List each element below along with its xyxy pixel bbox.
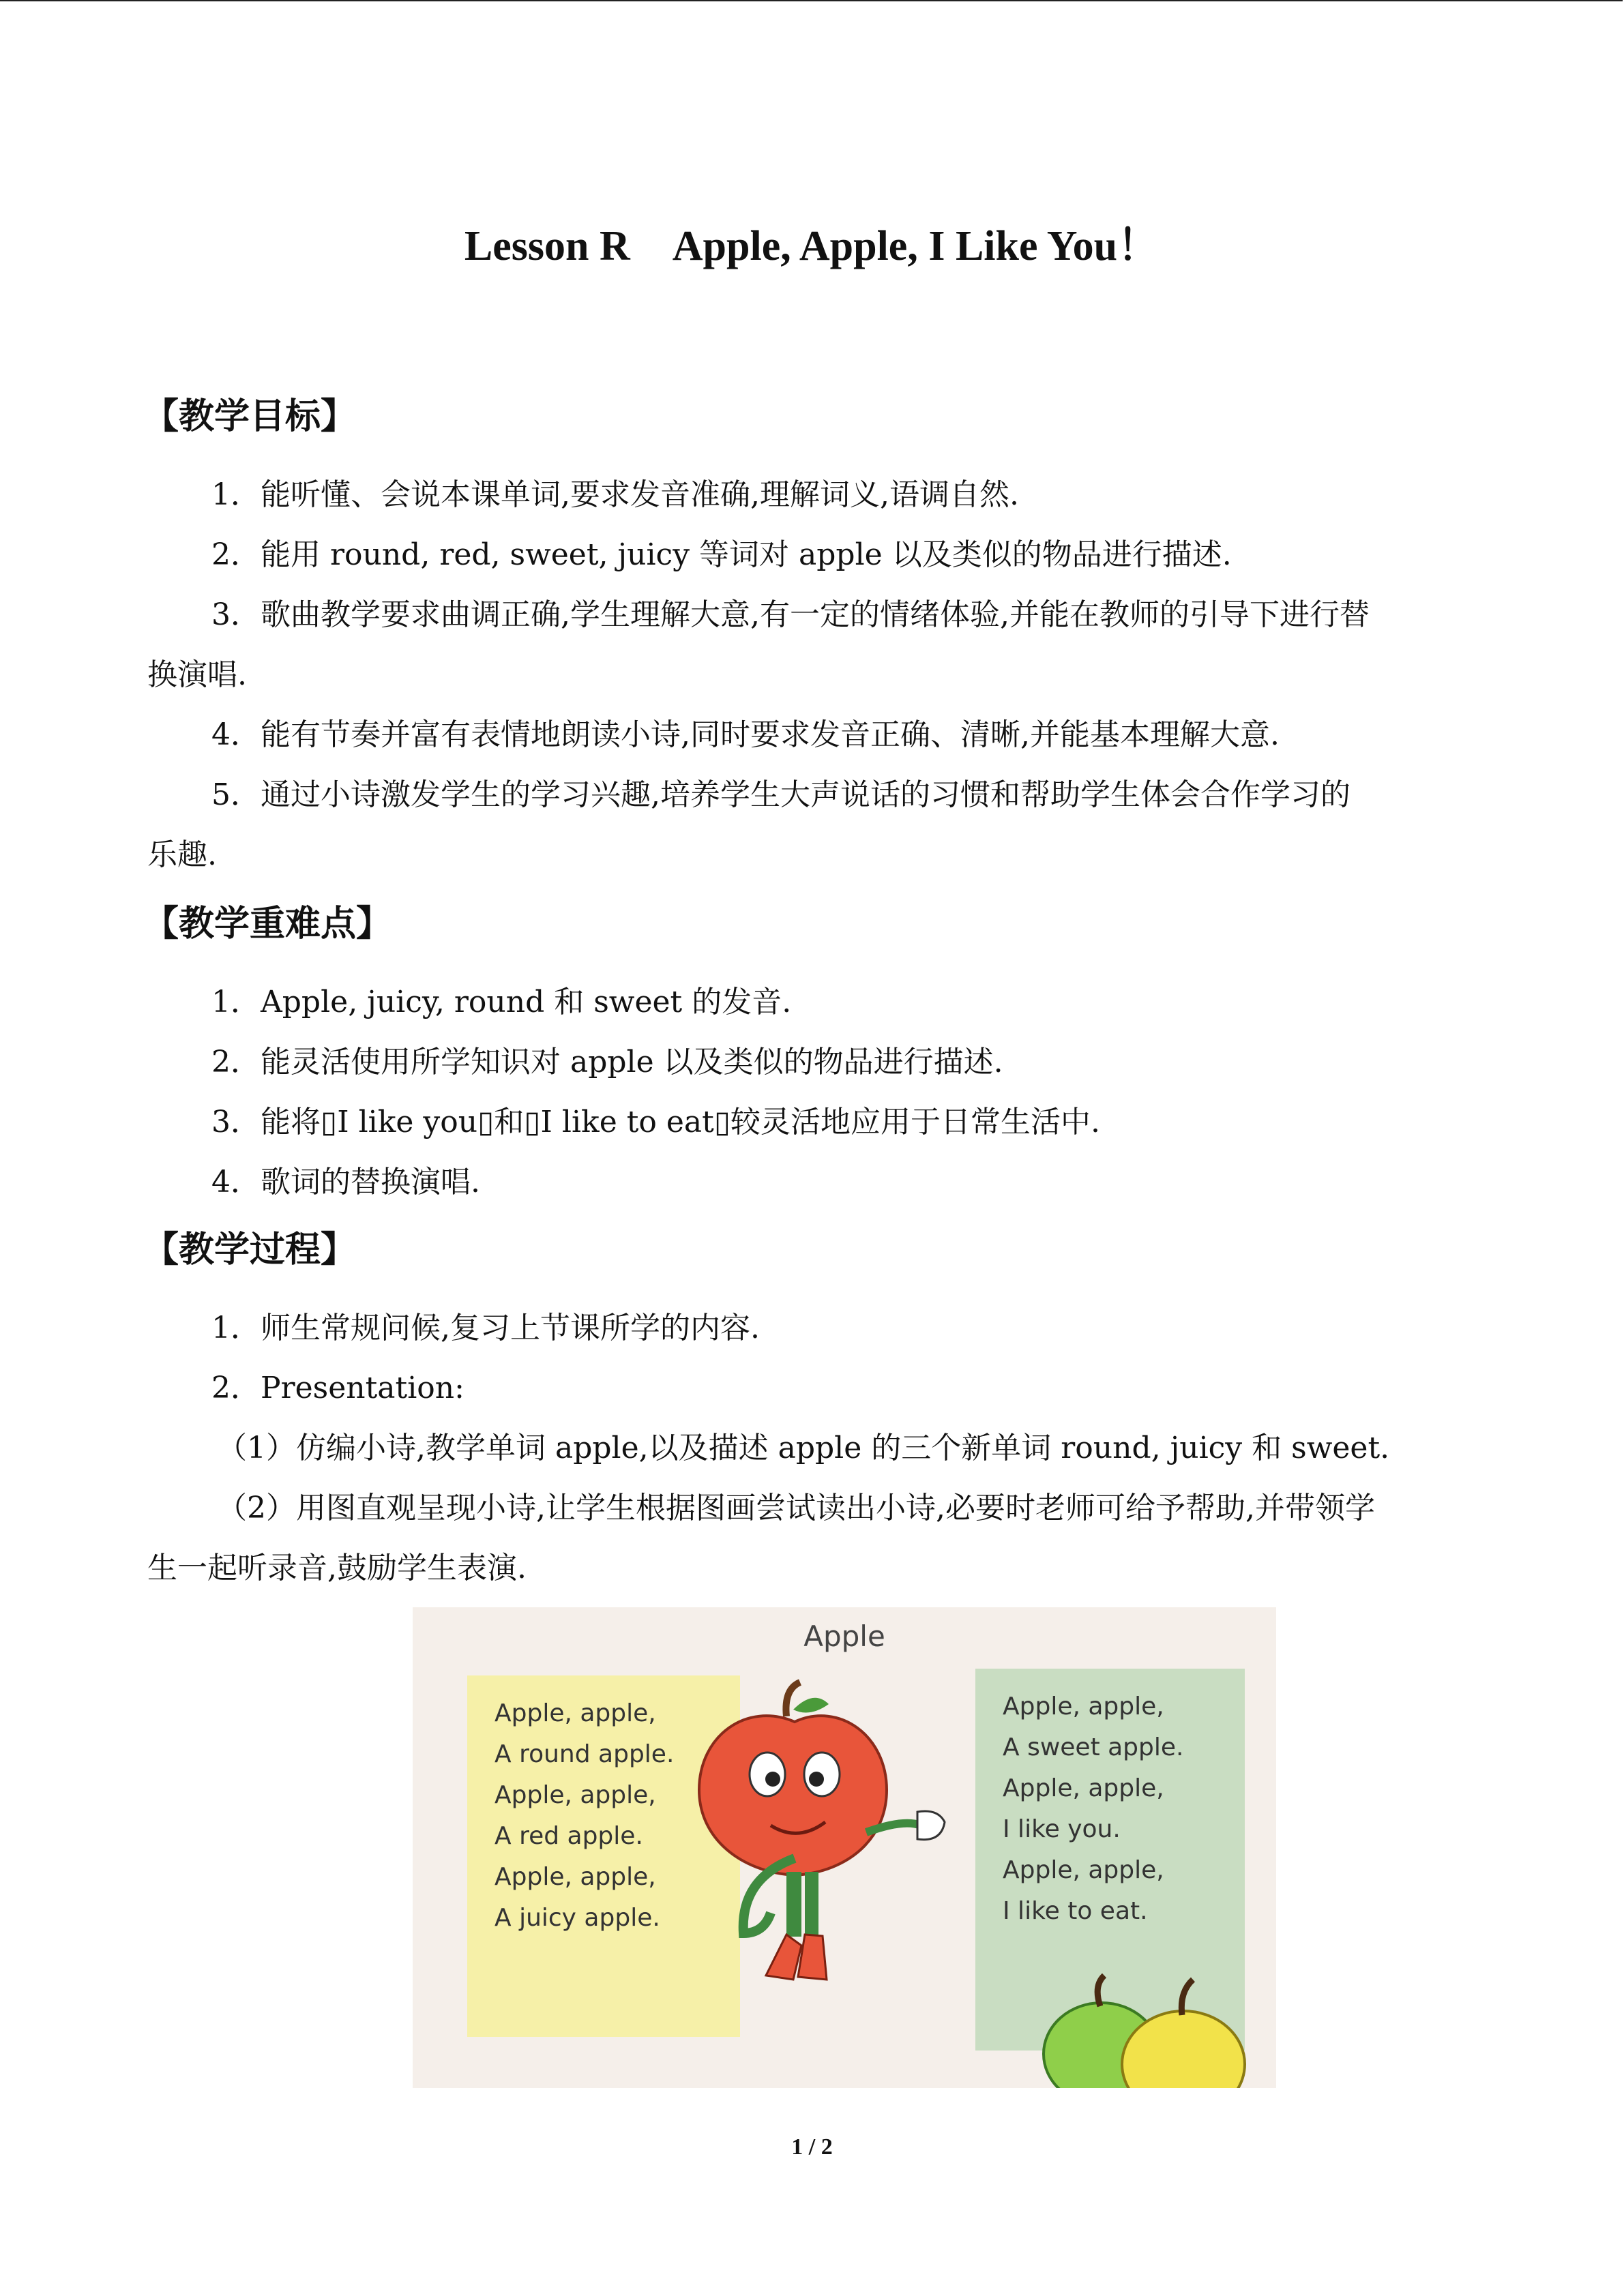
objective-line-2: 2．能用 round, red, sweet, juicy 等词对 apple 以及类似的物品进行描述. [211, 537, 1232, 572]
figure-title: Apple [803, 1620, 885, 1653]
procedure-step-2: （2）用图直观呈现小诗,让学生根据图画尝试读出小诗,必要时老师可给予帮助,并带领学 [217, 1491, 1375, 1525]
right-poem-line: Apple, apple, [1003, 1774, 1164, 1802]
apple-character-art [413, 1607, 1276, 2088]
left-poem-line: A juicy apple. [494, 1904, 660, 1932]
right-poem-line: Apple, apple, [1003, 1693, 1164, 1720]
green-and-yellow-apples [1044, 1976, 1245, 2088]
keypoint-line-3: 3．能将▯I like you▯和▯I like to eat▯较灵活地应用于日常生活中. [211, 1105, 1101, 1139]
right-poem-line: A sweet apple. [1003, 1733, 1184, 1761]
page-number: 1 / 2 [791, 2134, 833, 2160]
left-poem-line: A red apple. [494, 1822, 643, 1850]
keypoint-line-4: 4．歌词的替换演唱. [211, 1165, 480, 1199]
left-poem-line: Apple, apple, [494, 1863, 656, 1891]
procedure-step-2-continued: 生一起听录音,鼓励学生表演. [147, 1551, 527, 1585]
objective-line-4: 4．能有节奏并富有表情地朗读小诗,同时要求发音正确、清晰,并能基本理解大意. [211, 717, 1280, 752]
procedure-line-2: 2．Presentation: [211, 1371, 464, 1405]
objective-line-5: 5．通过小诗激发学生的学习兴趣,培养学生大声说话的习惯和帮助学生体会合作学习的 [211, 777, 1350, 812]
right-poem-line: Apple, apple, [1003, 1856, 1164, 1884]
objective-line-3: 3．歌曲教学要求曲调正确,学生理解大意,有一定的情绪体验,并能在教师的引导下进行替 [211, 597, 1370, 632]
apple-poem-illustration [413, 1607, 1276, 2088]
left-poem-line: A round apple. [494, 1740, 675, 1768]
right-poem-line: I like you. [1003, 1815, 1121, 1843]
objective-line-5-continued: 乐趣. [147, 837, 217, 872]
section-heading-procedure: 【教学过程】 [143, 1229, 357, 1270]
objective-line-1: 1．能听懂、会说本课单词,要求发音准确,理解词义,语调自然. [211, 477, 1019, 512]
procedure-step-1: （1）仿编小诗,教学单词 apple,以及描述 apple 的三个新单词 round, juicy 和 sweet. [217, 1431, 1390, 1465]
section-heading-key-points: 【教学重难点】 [143, 904, 392, 944]
keypoint-line-2: 2．能灵活使用所学知识对 apple 以及类似的物品进行描述. [211, 1045, 1003, 1079]
left-poem-line: Apple, apple, [494, 1699, 656, 1727]
section-heading-objectives: 【教学目标】 [143, 396, 357, 437]
lesson-title: Lesson R Apple, Apple, I Like You！ [464, 223, 1160, 269]
procedure-line-1: 1．师生常规问候,复习上节课所学的内容. [211, 1311, 760, 1345]
page-top-border [0, 0, 1623, 1]
objective-line-3-continued: 换演唱. [147, 657, 247, 692]
left-poem-line: Apple, apple, [494, 1781, 656, 1809]
apple-character [699, 1682, 945, 1980]
right-poem-line: I like to eat. [1003, 1897, 1148, 1925]
keypoint-line-1: 1．Apple, juicy, round 和 sweet 的发音. [211, 985, 792, 1019]
